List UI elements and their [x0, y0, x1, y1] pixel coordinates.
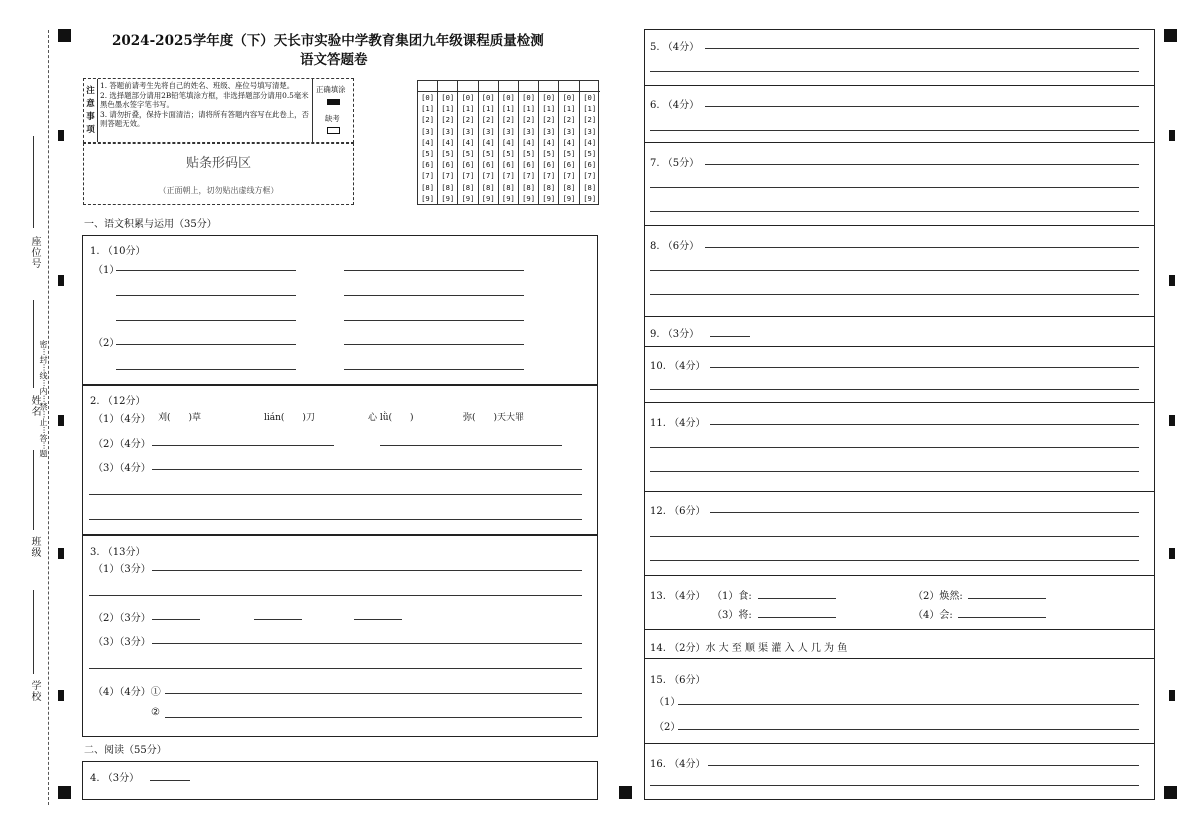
answer-line[interactable]: [958, 617, 1046, 618]
answer-line[interactable]: [710, 336, 750, 337]
id-digit-bubble[interactable]: [8]: [583, 182, 597, 192]
question-label: 2. （12分）: [90, 396, 146, 407]
id-digit-bubble[interactable]: [9]: [522, 193, 536, 203]
notice-item: 2. 选择题部分请用2B铅笔填涂方框，非选择题部分请用0.5毫米黑色墨水签字笔书写。: [100, 90, 309, 109]
id-digit-bubble[interactable]: [9]: [461, 193, 475, 203]
answer-line[interactable]: [968, 598, 1046, 599]
answer-line[interactable]: [89, 668, 582, 669]
id-digit-bubble[interactable]: [5]: [441, 148, 455, 158]
id-digit-column[interactable]: [438, 81, 458, 204]
sub-question-label: （2）（3分）: [93, 613, 151, 624]
id-digit-bubble[interactable]: [4]: [481, 137, 495, 147]
section-divider: [644, 743, 1155, 744]
class-field[interactable]: [33, 450, 34, 530]
answer-line[interactable]: [152, 619, 200, 620]
question-label[interactable]: 14. （2分）水 大 至 顺 渠 灌 入 人 几 为 鱼: [650, 643, 848, 654]
id-digit-bubble[interactable]: [8]: [421, 182, 435, 192]
answer-box-q1: [82, 235, 598, 385]
id-digit-bubble[interactable]: [4]: [501, 137, 515, 147]
answer-line[interactable]: [650, 471, 1139, 472]
id-digit-bubble[interactable]: [3]: [542, 126, 556, 136]
id-digit-bubble[interactable]: [8]: [562, 182, 576, 192]
answer-line[interactable]: [150, 780, 190, 781]
pinyin-item[interactable]: 刈( )草: [158, 413, 202, 423]
seal-warning-text: 密···封···线···内···禁···止···答···题: [39, 340, 48, 458]
id-digit-bubble[interactable]: [6]: [501, 160, 515, 170]
id-digit-bubble[interactable]: [3]: [562, 126, 576, 136]
registration-mark: [58, 29, 71, 42]
id-digit-column[interactable]: [418, 81, 438, 204]
seat-label: 座位号: [29, 236, 40, 269]
notice-items: [100, 81, 310, 129]
id-digit-bubble[interactable]: [0]: [481, 93, 495, 102]
sub-question-label: （1）: [654, 697, 681, 708]
answer-line[interactable]: [710, 424, 1139, 425]
answer-line[interactable]: [354, 619, 402, 620]
id-digit-bubble[interactable]: [4]: [583, 137, 597, 147]
question-label: 13. （4分）: [650, 591, 706, 602]
section-divider: [644, 658, 1155, 659]
id-digit-bubble[interactable]: [1]: [421, 104, 435, 114]
id-digit-bubble[interactable]: [3]: [421, 126, 435, 136]
id-digit-write-cell[interactable]: [438, 81, 457, 92]
timing-mark: [58, 415, 64, 426]
sub-question-label: （4）会:: [913, 610, 953, 621]
question-label: 10. （4分）: [650, 361, 706, 372]
id-digit-bubble[interactable]: [4]: [441, 137, 455, 147]
fill-example: [312, 79, 354, 142]
id-digit-bubble[interactable]: [7]: [461, 171, 475, 181]
answer-line[interactable]: [152, 469, 582, 470]
right-column-frame: [644, 29, 1155, 800]
section-divider: [644, 402, 1155, 403]
id-digit-bubble[interactable]: [7]: [441, 171, 455, 181]
answer-line[interactable]: [705, 106, 1139, 107]
answer-line[interactable]: [89, 494, 582, 495]
answer-line[interactable]: [650, 785, 1139, 786]
id-digit-bubble[interactable]: [9]: [441, 193, 455, 203]
sub-question-label: （1）（4分）: [93, 414, 151, 425]
id-digit-bubble[interactable]: [3]: [583, 126, 597, 136]
answer-line[interactable]: [152, 643, 582, 644]
answer-line[interactable]: [758, 617, 836, 618]
barcode-hint: （正面朝上，切勿贴出虚线方框）: [158, 186, 279, 195]
id-digit-bubble[interactable]: [3]: [481, 126, 495, 136]
pinyin-item[interactable]: 弥( )天大罪: [463, 413, 525, 423]
id-digit-column[interactable]: [519, 81, 539, 204]
id-digit-write-cell[interactable]: [458, 81, 477, 92]
filled-box-icon: [327, 99, 340, 105]
id-digit-bubble[interactable]: [8]: [522, 182, 536, 192]
answer-line[interactable]: [344, 320, 524, 321]
answer-line[interactable]: [152, 445, 334, 446]
id-digit-bubble[interactable]: [0]: [522, 93, 536, 102]
id-digit-bubble[interactable]: [6]: [522, 160, 536, 170]
answer-line[interactable]: [116, 270, 296, 271]
id-digit-bubble[interactable]: [2]: [501, 115, 515, 125]
question-label: 3. （13分）: [90, 547, 146, 558]
answer-line[interactable]: [152, 570, 582, 571]
question-label: 11. （4分）: [650, 418, 706, 429]
answer-line[interactable]: [650, 447, 1139, 448]
id-digit-bubble[interactable]: [8]: [542, 182, 556, 192]
section-divider: [644, 142, 1155, 143]
id-digit-write-cell[interactable]: [519, 81, 538, 92]
timing-mark: [58, 548, 64, 559]
timing-mark: [1169, 690, 1175, 701]
question-label: 9. （3分）: [650, 329, 700, 340]
pinyin-item[interactable]: 心 lǜ( ): [368, 413, 414, 423]
id-digit-bubble[interactable]: [4]: [542, 137, 556, 147]
answer-line[interactable]: [380, 445, 562, 446]
notice-label: 注 意 事 项: [84, 79, 98, 142]
answer-line[interactable]: [650, 389, 1139, 390]
sub-question-label: （3）将:: [712, 610, 752, 621]
id-digit-bubble[interactable]: [9]: [542, 193, 556, 203]
id-digit-write-cell[interactable]: [418, 81, 437, 92]
question-label: 5. （4分）: [650, 42, 700, 53]
answer-line[interactable]: [650, 270, 1139, 271]
section-divider: [644, 316, 1155, 317]
id-digit-bubble[interactable]: [8]: [481, 182, 495, 192]
section-divider: [644, 85, 1155, 86]
id-digit-column[interactable]: [499, 81, 519, 204]
id-digit-bubble[interactable]: [1]: [441, 104, 455, 114]
id-digit-write-cell[interactable]: [479, 81, 498, 92]
barcode-area: [83, 143, 354, 205]
question-label: 6. （4分）: [650, 100, 700, 111]
id-digit-column[interactable]: [458, 81, 478, 204]
seat-field[interactable]: [33, 136, 34, 228]
answer-box-q2: [82, 385, 598, 535]
section-divider: [644, 629, 1155, 630]
student-id-grid[interactable]: [417, 80, 599, 205]
id-digit-column[interactable]: [580, 81, 600, 204]
sub-question-label: （3）（3分）: [93, 637, 151, 648]
id-digit-bubble[interactable]: [2]: [542, 115, 556, 125]
absent-label: 缺考: [325, 114, 340, 123]
id-digit-bubble[interactable]: [9]: [583, 193, 597, 203]
id-digit-bubble[interactable]: [4]: [522, 137, 536, 147]
timing-mark: [1169, 415, 1175, 426]
name-label: 姓名: [29, 395, 40, 417]
answer-line[interactable]: [705, 164, 1139, 165]
timing-mark: [1169, 275, 1175, 286]
answer-line[interactable]: [344, 369, 524, 370]
id-digit-bubble[interactable]: [9]: [421, 193, 435, 203]
notice-box: [83, 78, 354, 143]
id-digit-bubble[interactable]: [3]: [461, 126, 475, 136]
timing-mark: [58, 130, 64, 141]
id-digit-bubble[interactable]: [4]: [562, 137, 576, 147]
id-digit-column[interactable]: [559, 81, 579, 204]
registration-mark: [58, 786, 71, 799]
registration-mark: [1164, 29, 1177, 42]
id-digit-bubble[interactable]: [7]: [421, 171, 435, 181]
id-digit-bubble[interactable]: [1]: [583, 104, 597, 114]
id-digit-bubble[interactable]: [0]: [441, 93, 455, 102]
id-digit-write-cell[interactable]: [499, 81, 518, 92]
name-field[interactable]: [33, 300, 34, 388]
id-digit-bubble[interactable]: [3]: [522, 126, 536, 136]
answer-line[interactable]: [710, 512, 1139, 513]
answer-line[interactable]: [165, 693, 582, 694]
answer-line[interactable]: [650, 536, 1139, 537]
id-digit-bubble[interactable]: [8]: [441, 182, 455, 192]
answer-line[interactable]: [116, 344, 296, 345]
sub-question-label: ②: [151, 707, 160, 718]
notice-item: 1. 答题前请考生先将自己的姓名、班级、座位号填写清楚。: [100, 81, 295, 90]
sub-question-label: （2）: [654, 722, 681, 733]
id-digit-write-cell[interactable]: [539, 81, 558, 92]
answer-line[interactable]: [89, 595, 582, 596]
question-label: 7. （5分）: [650, 158, 700, 169]
id-digit-bubble[interactable]: [7]: [583, 171, 597, 181]
timing-mark: [1169, 130, 1175, 141]
id-digit-bubble[interactable]: [6]: [461, 160, 475, 170]
answer-line[interactable]: [708, 765, 1139, 766]
answer-line[interactable]: [650, 211, 1139, 212]
registration-mark: [619, 786, 632, 799]
fill-correct-label: 正确填涂: [316, 85, 346, 94]
sub-question-label: （1）（3分）: [93, 564, 151, 575]
answer-line[interactable]: [650, 71, 1139, 72]
id-digit-bubble[interactable]: [6]: [583, 160, 597, 170]
question-label: 16. （4分）: [650, 759, 706, 770]
answer-line[interactable]: [705, 247, 1139, 248]
id-digit-bubble[interactable]: [1]: [481, 104, 495, 114]
registration-mark: [1164, 786, 1177, 799]
section-divider: [644, 346, 1155, 347]
id-digit-write-cell[interactable]: [580, 81, 600, 92]
answer-line[interactable]: [650, 294, 1139, 295]
id-digit-bubble[interactable]: [7]: [522, 171, 536, 181]
id-digit-bubble[interactable]: [2]: [481, 115, 495, 125]
answer-line[interactable]: [116, 295, 296, 296]
sub-question-label: （2）（4分）: [93, 439, 151, 450]
page-subtitle: 语文答题卷: [300, 52, 368, 68]
id-digit-bubble[interactable]: [5]: [542, 148, 556, 158]
id-digit-bubble[interactable]: [5]: [501, 148, 515, 158]
sub-question-label: （1）: [93, 265, 120, 276]
answer-line[interactable]: [344, 295, 524, 296]
answer-line[interactable]: [116, 369, 296, 370]
answer-line[interactable]: [678, 729, 1139, 730]
id-digit-bubble[interactable]: [5]: [562, 148, 576, 158]
id-digit-bubble[interactable]: [2]: [441, 115, 455, 125]
question-label: 12. （6分）: [650, 506, 706, 517]
question-label: 15. （6分）: [650, 675, 706, 686]
section-divider: [644, 491, 1155, 492]
question-label: 4. （3分）: [90, 773, 140, 784]
id-digit-bubble[interactable]: [2]: [583, 115, 597, 125]
id-digit-bubble[interactable]: [1]: [501, 104, 515, 114]
answer-line[interactable]: [650, 560, 1139, 561]
answer-line[interactable]: [678, 704, 1139, 705]
id-digit-bubble[interactable]: [6]: [441, 160, 455, 170]
id-digit-bubble[interactable]: [6]: [481, 160, 495, 170]
id-digit-bubble[interactable]: [1]: [542, 104, 556, 114]
question-label: 8. （6分）: [650, 241, 700, 252]
notice-item: 3. 请勿折叠，保持卡面清洁；请将所有答题内容写在此卷上，否则答题无效。: [100, 109, 309, 128]
section-divider: [644, 575, 1155, 576]
id-digit-bubble[interactable]: [6]: [421, 160, 435, 170]
id-digit-bubble[interactable]: [5]: [421, 148, 435, 158]
id-digit-bubble[interactable]: [0]: [461, 93, 475, 102]
sub-question-label: （3）（4分）: [93, 463, 151, 474]
id-digit-bubble[interactable]: [9]: [481, 193, 495, 203]
section-heading: 一、语文积累与运用（35分）: [84, 219, 217, 230]
id-digit-bubble[interactable]: [4]: [461, 137, 475, 147]
id-digit-bubble[interactable]: [9]: [501, 193, 515, 203]
sub-question-label: （1）食:: [712, 591, 752, 602]
id-digit-bubble[interactable]: [6]: [562, 160, 576, 170]
absent-checkbox[interactable]: [327, 127, 340, 134]
id-digit-bubble[interactable]: [0]: [542, 93, 556, 102]
id-digit-bubble[interactable]: [8]: [461, 182, 475, 192]
id-digit-bubble[interactable]: [5]: [481, 148, 495, 158]
id-digit-bubble[interactable]: [5]: [583, 148, 597, 158]
id-digit-bubble[interactable]: [5]: [522, 148, 536, 158]
answer-line[interactable]: [705, 48, 1139, 49]
sub-question-label: （4）（4分）①: [93, 687, 161, 698]
id-digit-bubble[interactable]: [4]: [421, 137, 435, 147]
page-title: 2024-2025学年度（下）天长市实验中学教育集团九年级课程质量检测: [112, 33, 544, 49]
answer-line[interactable]: [710, 367, 1139, 368]
id-digit-bubble[interactable]: [2]: [522, 115, 536, 125]
answer-line[interactable]: [89, 519, 582, 520]
id-digit-bubble[interactable]: [1]: [562, 104, 576, 114]
answer-line[interactable]: [116, 320, 296, 321]
answer-line[interactable]: [758, 598, 836, 599]
question-label: 1. （10分）: [90, 246, 146, 257]
section-divider: [644, 225, 1155, 226]
answer-line[interactable]: [165, 717, 582, 718]
id-digit-bubble[interactable]: [5]: [461, 148, 475, 158]
id-digit-bubble[interactable]: [2]: [461, 115, 475, 125]
answer-line[interactable]: [344, 344, 524, 345]
id-digit-bubble[interactable]: [0]: [501, 93, 515, 102]
answer-line[interactable]: [650, 187, 1139, 188]
barcode-title: 贴条形码区: [185, 156, 251, 171]
id-digit-bubble[interactable]: [2]: [421, 115, 435, 125]
school-label: 学校: [29, 680, 40, 702]
timing-mark: [58, 275, 64, 286]
timing-mark: [1169, 548, 1175, 559]
answer-line[interactable]: [650, 130, 1139, 131]
id-digit-bubble[interactable]: [3]: [501, 126, 515, 136]
id-digit-column[interactable]: [479, 81, 499, 204]
id-digit-bubble[interactable]: [7]: [481, 171, 495, 181]
id-digit-bubble[interactable]: [7]: [542, 171, 556, 181]
answer-line[interactable]: [344, 270, 524, 271]
section-heading: 二、阅读（55分）: [84, 745, 167, 756]
id-digit-bubble[interactable]: [1]: [522, 104, 536, 114]
id-digit-bubble[interactable]: [9]: [562, 193, 576, 203]
id-digit-bubble[interactable]: [0]: [583, 93, 597, 102]
id-digit-bubble[interactable]: [0]: [421, 93, 435, 102]
id-digit-bubble[interactable]: [8]: [501, 182, 515, 192]
sub-question-label: （2）焕然:: [913, 591, 963, 602]
class-label: 班级: [29, 536, 40, 558]
id-digit-bubble[interactable]: [3]: [441, 126, 455, 136]
id-digit-column[interactable]: [539, 81, 559, 204]
id-digit-bubble[interactable]: [0]: [562, 93, 576, 102]
id-digit-write-cell[interactable]: [559, 81, 578, 92]
sub-question-label: （2）: [93, 338, 120, 349]
timing-mark: [58, 690, 64, 701]
answer-line[interactable]: [254, 619, 302, 620]
id-digit-bubble[interactable]: [7]: [562, 171, 576, 181]
id-digit-bubble[interactable]: [1]: [461, 104, 475, 114]
pinyin-item[interactable]: lián( )刀: [264, 413, 315, 423]
id-digit-bubble[interactable]: [6]: [542, 160, 556, 170]
id-digit-bubble[interactable]: [7]: [501, 171, 515, 181]
school-field[interactable]: [33, 590, 34, 674]
id-digit-bubble[interactable]: [2]: [562, 115, 576, 125]
